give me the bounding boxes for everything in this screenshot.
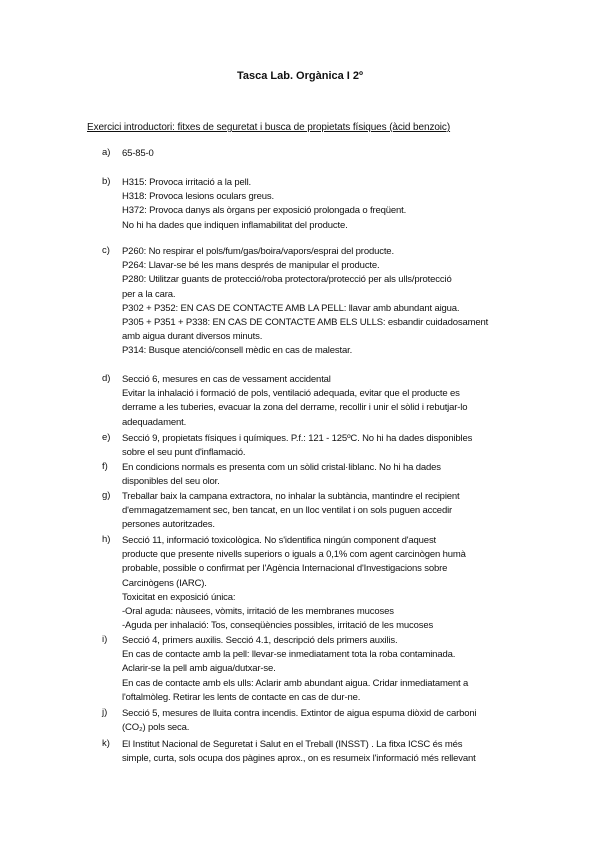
item-letter: j) — [102, 707, 108, 718]
text-line: derrame a les tuberies, evacuar la zona del derrame, recollir i unir el sòlid i rebutjar-lo — [122, 402, 468, 414]
text-line: Secció 5, mesures de lluita contra incendis. Extintor de aigua espuma diòxid de carboni — [122, 708, 477, 719]
text-line: En condicions normals es presenta com un sòlid cristal·liblanc. No hi ha dades — [122, 462, 441, 473]
text-line: P302 + P352: EN CAS DE CONTACTE AMB LA PELL: llavar amb abundant aigua. — [122, 302, 460, 314]
text-line: Treballar baix la campana extractora, no inhalar la subtància, mantindre el recipient — [122, 491, 460, 502]
text-line: -Aguda per inhalació: Tos, conseqüències possibles, irritació de les mucoses — [122, 620, 434, 632]
text-line: l'oftalmòleg. Retirar les lents de contacte en cas de dur-ne. — [122, 691, 361, 703]
text-line: amb aigua durant diversos minuts. — [122, 331, 263, 343]
text-line: P280: Utilitzar guants de protecció/roba protectora/protecció per als ulls/protecció — [122, 274, 452, 286]
text-line: P264: Llavar-se bé les mans després de manipular el producte. — [122, 260, 380, 272]
item-text — [122, 176, 522, 233]
item-text — [122, 432, 522, 460]
page-title: Tasca Lab. Orgànica I 2º — [236, 70, 364, 82]
text-line: P260: No respirar el pols/fum/gas/boira/vapors/esprai del producte. — [122, 246, 394, 257]
exercise-heading: Exercici introductori: fitxes de seguretat i busca de propietats físiques (àcid benzoic) — [87, 122, 451, 133]
text-line: P305 + P351 + P338: EN CAS DE CONTACTE AMB ELS ULLS: esbandir cuidadosament — [122, 316, 489, 328]
text-line: H318: Provoca lesions oculars greus. — [122, 191, 274, 203]
item-text — [122, 245, 522, 359]
text-line: Secció 6, mesures en cas de vessament accidental — [122, 374, 331, 385]
text-line: Evitar la inhalació i formació de pols, ventilació adequada, evitar que el producte es — [122, 388, 460, 400]
item-text — [122, 534, 522, 633]
item-letter: b) — [102, 176, 111, 187]
text-line: per a la cara. — [122, 288, 176, 300]
item-letter: k) — [102, 738, 110, 749]
text-line: probable, possible o confirmat per l'Agència Internacional d'Investigacions sobre — [122, 563, 448, 575]
item-text — [122, 634, 522, 705]
item-text — [122, 461, 522, 489]
text-line: persones autoritzades. — [122, 519, 215, 531]
text-line: En cas de contacte amb la pell: llevar-se inmediatament tota la roba contaminada. — [122, 649, 456, 661]
item-text — [122, 147, 522, 161]
text-line: -Oral aguda: nàusees, vòmits, irritació de les membranes mucoses — [122, 605, 394, 617]
item-letter: f) — [102, 461, 108, 472]
text-line: d'emmagatzemament sec, ben tancat, en un lloc ventilat i on sols puguen accedir — [122, 505, 453, 517]
item-letter: i) — [102, 634, 108, 645]
item-letter: a) — [102, 147, 111, 158]
text-line: Secció 11, informació toxicològica. No s'identifica ningún component d'aquest — [122, 535, 437, 546]
item-text — [122, 738, 522, 766]
item-letter: e) — [102, 432, 111, 443]
text-line: P314: Busque atenció/consell mèdic en cas de malestar. — [122, 345, 353, 357]
text-line: No hi ha dades que indiquen inflamabilitat del producte. — [122, 219, 348, 231]
text-line: sobre el seu punt d'inflamació. — [122, 447, 246, 459]
text-line: adequadament. — [122, 416, 187, 428]
text-line: H315: Provoca irritació a la pell. — [122, 177, 252, 188]
text-line: El Institut Nacional de Seguretat i Salut en el Treball (INSST) . La fitxa ICSC és més — [122, 739, 463, 750]
text-line: Carcinògens (IARC). — [122, 577, 207, 589]
text-line: (CO₂) pols seca. — [122, 722, 190, 734]
text-line: 65-85-0 — [122, 148, 154, 159]
text-line: disponibles del seu olor. — [122, 476, 220, 488]
item-text — [122, 490, 522, 533]
item-text — [122, 707, 522, 735]
item-letter: d) — [102, 373, 111, 384]
text-line: H372: Provoca danys als òrgans per exposició prolongada o freqüent. — [122, 205, 407, 217]
text-line: Secció 4, primers auxilis. Secció 4.1, descripció dels primers auxilis. — [122, 635, 398, 646]
item-letter: h) — [102, 534, 111, 545]
item-letter: g) — [102, 490, 111, 501]
text-line: producte que presente nivells superiors o iguals a 0,1% com agent carcinògen humà — [122, 549, 466, 561]
item-letter: c) — [102, 245, 110, 256]
text-line: simple, curta, sols ocupa dos pàgines aprox., on es resumeix l'informació més rellevant — [122, 753, 476, 765]
item-text — [122, 373, 522, 430]
text-line: En cas de contacte amb els ulls: Aclarir amb abundant aigua. Cridar inmediatament a — [122, 677, 469, 689]
text-line: Secció 9, propietats físiques i químiques. P.f.: 121 - 125ºC. No hi ha dades disponibles — [122, 433, 473, 444]
text-line: Toxicitat en exposició única: — [122, 591, 236, 603]
text-line: Aclarir-se la pell amb aigua/dutxar-se. — [122, 663, 276, 675]
